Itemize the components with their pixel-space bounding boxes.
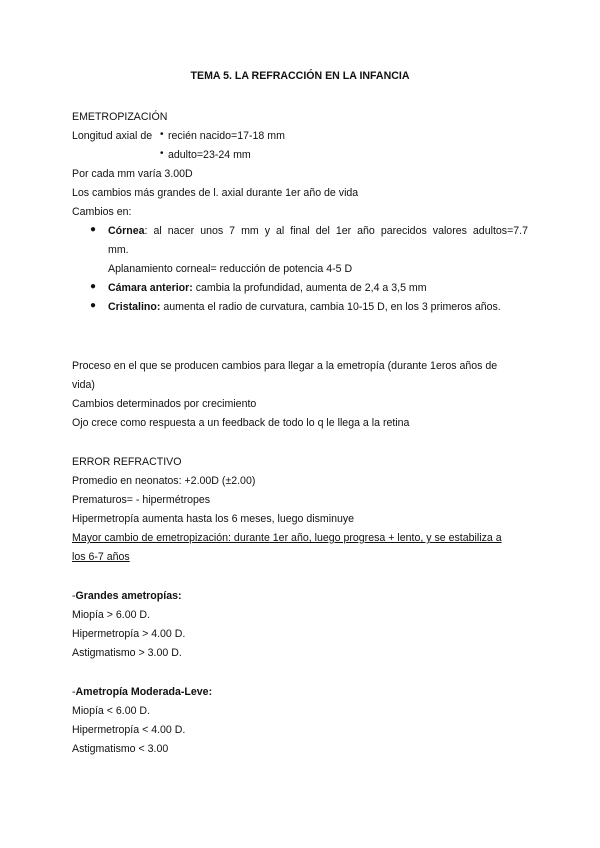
moderate-ametropia-heading (72, 685, 212, 699)
bullet-icon: • (160, 129, 164, 140)
cornea-item (108, 224, 528, 238)
changes-in-line: Cambios en: (72, 206, 132, 218)
cornea-label: Córnea (108, 225, 145, 237)
big-changes-line: Los cambios más grandes de l. axial durante 1er año de vida (72, 187, 359, 199)
moderate-hyperopia-line: Hipermetropía < 4.00 D. (72, 724, 186, 736)
moderate-myopia-line: Miopía < 6.00 D. (72, 705, 151, 717)
lens-item (108, 300, 501, 314)
large-ametropias-label: Grandes ametropías: (75, 590, 182, 602)
heading-dash: - (72, 590, 76, 602)
hyperopia-line: Hipermetropía aumenta hasta los 6 meses, luego disminuye (72, 513, 355, 525)
lens-text: aumenta el radio de curvatura, cambia 10-15 D, en los 3 primeros años. (160, 301, 501, 313)
large-myopia-line: Miopía > 6.00 D. (72, 609, 151, 621)
growth-line: Cambios determinados por crecimiento (72, 398, 257, 410)
bullet-icon: ● (90, 224, 97, 235)
section-heading-error-refractivo: ERROR REFRACTIVO (72, 456, 182, 468)
newborn-length: recién nacido=17-18 mm (168, 130, 285, 142)
section-heading-emetropizacion: EMETROPIZACIÓN (72, 111, 168, 123)
chamber-text: cambia la profundidad, aumenta de 2,4 a 3,5 mm (192, 282, 427, 294)
moderate-ametropia-label: Ametropía Moderada-Leve: (75, 686, 213, 698)
lens-label: Cristalino: (108, 301, 161, 313)
large-hyperopia-line: Hipermetropía > 4.00 D. (72, 628, 186, 640)
premature-line: Prematuros= - hipermétropes (72, 494, 211, 506)
bullet-icon: • (160, 148, 164, 159)
per-mm-line: Por cada mm varía 3.00D (72, 168, 193, 180)
adult-length: adulto=23-24 mm (168, 149, 251, 161)
process-line: Proceso en el que se producen cambios para llegar a la emetropía (durante 1eros años de (72, 360, 498, 372)
large-ametropias-heading (72, 589, 182, 603)
cornea-text-cont: mm. (108, 244, 129, 256)
large-astigmatism-line: Astigmatismo > 3.00 D. (72, 647, 182, 659)
document-title: TEMA 5. LA REFRACCIÓN EN LA INFANCIA (190, 70, 410, 82)
process-line-cont: vida) (72, 379, 95, 391)
bullet-icon: ● (90, 281, 97, 292)
eye-feedback-line: Ojo crece como respuesta a un feedback de todo lo q le llega a la retina (72, 417, 410, 429)
major-change-line-cont: los 6-7 años (72, 551, 130, 563)
cornea-flattening: Aplanamiento corneal= reducción de potencia 4-5 D (108, 263, 353, 275)
moderate-astigmatism-line: Astigmatismo < 3.00 (72, 743, 169, 755)
neonates-line: Promedio en neonatos: +2.00D (±2.00) (72, 475, 256, 487)
major-change-line: Mayor cambio de emetropización: durante 1er año, luego progresa + lento, y se estabiliza a (72, 532, 502, 544)
chamber-label: Cámara anterior: (108, 282, 193, 294)
bullet-icon: ● (90, 300, 97, 311)
anterior-chamber-item (108, 281, 427, 295)
heading-dash: - (72, 686, 76, 698)
cornea-text: : al nacer unos 7 mm y al final del 1er año parecidos valores adultos=7.7 (144, 225, 528, 237)
axial-length-label: Longitud axial de (72, 130, 153, 142)
